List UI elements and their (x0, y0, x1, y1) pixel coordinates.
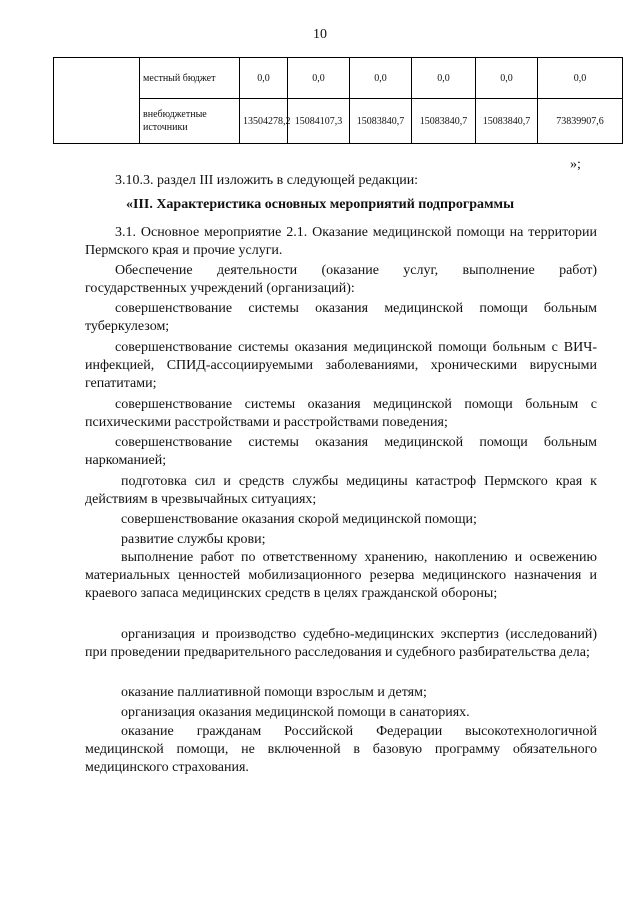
table-row (54, 99, 623, 144)
paragraph: оказание паллиативной помощи взрослым и детям; (121, 685, 427, 700)
table-row-label: внебюджетные источники (140, 99, 240, 144)
table-cell: 15083840,7 (412, 99, 476, 144)
table-row-label: местный бюджет (140, 58, 240, 99)
page-number: 10 (313, 27, 327, 42)
paragraph: организация и производство судебно-медицинских экспертиз (исследований) при проведении предварительного расследования и судебного разбирательства дела; (85, 627, 597, 660)
table-cell: 15083840,7 (476, 99, 538, 144)
table-cell: 0,0 (288, 58, 350, 99)
paragraph: подготовка сил и средств службы медицины катастроф Пермского края к действиям в чрезвычайных ситуациях; (85, 474, 597, 507)
paragraph: совершенствование оказания скорой медицинской помощи; (121, 512, 477, 527)
closing-quote: »; (570, 157, 581, 172)
paragraph: выполнение работ по ответственному хранению, накоплению и освежению материальных ценностей мобилизационного резерва медицинского назначения и краевого запаса медицинских средств в целях гражданской обороны; (85, 550, 597, 601)
amendment-instruction: 3.10.3. раздел III изложить в следующей редакции: (115, 173, 419, 188)
paragraph: совершенствование системы оказания медицинской помощи больным с ВИЧ-инфекцией, СПИД-ассоциируемыми заболеваниями, хроническими вирусными гепатитами; (85, 340, 597, 391)
paragraph: совершенствование системы оказания медицинской помощи больным наркоманией; (85, 435, 597, 468)
paragraph: оказание гражданам Российской Федерации высокотехнологичной медицинской помощи, не включенной в базовую программу обязательного медицинского страхования. (85, 724, 597, 775)
table-cell: 0,0 (412, 58, 476, 99)
paragraph: совершенствование системы оказания медицинской помощи больным с психическими расстройствами и расстройствами поведения; (85, 397, 597, 430)
table-empty-cell (54, 58, 140, 144)
paragraph: 3.1. Основное мероприятие 2.1. Оказание медицинской помощи на территории Пермского края и прочие услуги. (85, 225, 597, 258)
table-cell: 0,0 (350, 58, 412, 99)
budget-table (53, 57, 623, 144)
table-cell: 15084107,3 (288, 99, 350, 144)
table-row (54, 58, 623, 99)
table-cell: 73839907,6 (538, 99, 623, 144)
table-cell: 0,0 (476, 58, 538, 99)
table-cell: 15083840,7 (350, 99, 412, 144)
paragraph: Обеспечение деятельности (оказание услуг, выполнение работ) государственных учреждений (организаций): (85, 263, 597, 296)
table-cell: 0,0 (538, 58, 623, 99)
paragraph: совершенствование системы оказания медицинской помощи больным туберкулезом; (85, 301, 597, 334)
table-cell: 0,0 (240, 58, 288, 99)
table-cell: 13504278,2 (240, 99, 288, 144)
paragraph: развитие службы крови; (121, 532, 266, 547)
section-title: «III. Характеристика основных мероприятий подпрограммы (125, 197, 515, 212)
paragraph: организация оказания медицинской помощи в санаториях. (121, 705, 470, 720)
